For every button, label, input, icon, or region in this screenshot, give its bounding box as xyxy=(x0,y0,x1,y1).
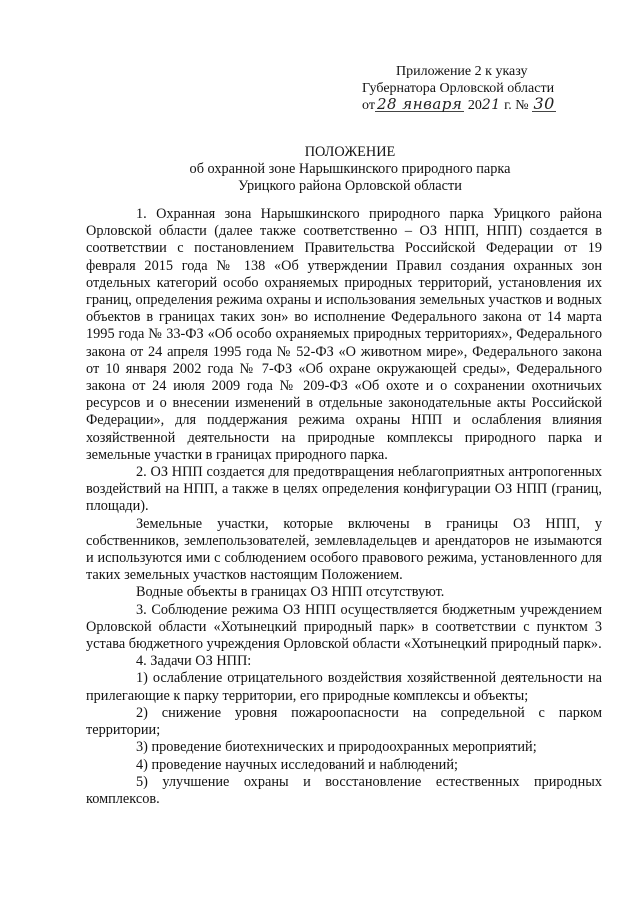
from-label: от xyxy=(362,98,375,113)
handwritten-number: 30 xyxy=(533,94,555,113)
task-item-1: 1) ослабление отрицательного воздействия хозяйственной деятельности на прилегающие к парку территории, его природные комплексы и объекты; xyxy=(86,670,602,704)
year-suffix: г. № xyxy=(504,98,529,113)
year-prefix: 20 xyxy=(467,98,482,113)
paragraph-4-heading: 4. Задачи ОЗ НПП: xyxy=(136,653,252,670)
paragraph-land-plots: Земельные участки, которые включены в границы ОЗ НПП, у собственников, землепользователей, землевладельцев и арендаторов не изымаются и используются ими с соблюдением особого правового режима, установленного для таких земельных участков настоящим Положением. xyxy=(86,515,602,584)
paragraph-water-objects: Водные объекты в границах ОЗ НПП отсутствуют. xyxy=(136,584,445,601)
annex-header xyxy=(362,63,602,114)
document-title xyxy=(60,144,640,195)
annex-line-2: Губернатора Орловской области xyxy=(362,81,555,96)
title-heading: ПОЛОЖЕНИЕ xyxy=(304,144,396,160)
task-item-5: 5) улучшение охраны и восстановление естественных природных комплексов. xyxy=(86,773,602,807)
task-item-2: 2) снижение уровня пожароопасности на сопредельной с парком территории; xyxy=(86,704,602,739)
handwritten-date: 28 января xyxy=(376,95,463,113)
paragraph-1: 1. Охранная зона Нарышкинского природного парка Урицкого района Орловской области (далее также соответственно – ОЗ НПП, НПП) создается в соответствии с постановлением Правительства Российской Федерации от 19 февраля 2015 года № 138 «Об утверждении Правил создания охранных зон отдельных категорий особо охраняемых природных территорий, установления их границ, определения режима охраны и использования земельных участков и водных объектов в границах таких зон» во исполнение Федерального закона от 14 марта 1995 года № 33-ФЗ «Об особо охраняемых природных территориях», Федерального закона от 24 апреля 1995 года № 52-ФЗ «О животном мире», Федерального закона от 10 января 2002 года № 7-ФЗ «Об охране окружающей среды», Федерального закона от 24 июля 2009 года № 209-ФЗ «Об охоте и о сохранении охотничьих ресурсов и о внесении изменений в отдельные законодательные акты Российской Федерации», для поддержания режима охраны НПП и ослабления влияния хозяйственной деятельности на природные комплексы природного парка и земельные участки в границах природного парка. xyxy=(86,206,602,463)
task-item-3: 3) проведение биотехнических и природоохранных мероприятий; xyxy=(136,739,537,756)
annex-line-1: Приложение 2 к указу xyxy=(396,64,528,79)
annex-date-line xyxy=(362,94,602,114)
title-line-3: Урицкого района Орловской области xyxy=(238,178,462,194)
paragraph-3: 3. Соблюдение режима ОЗ НПП осуществляется бюджетным учреждением Орловской области «Хотынецкий природный парк» в соответствии с пунктом 3 устава бюджетного учреждения Орловской области «Хотынецкий природный парк». xyxy=(86,601,602,653)
paragraph-2: 2. ОЗ НПП создается для предотвращения неблагоприятных антропогенных воздействий на НПП, а также в целях определения конфигурации ОЗ НПП (границ, площади). xyxy=(86,464,602,515)
document-body xyxy=(86,206,602,808)
title-line-2: об охранной зоне Нарышкинского природного парка xyxy=(189,161,511,177)
task-item-4: 4) проведение научных исследований и наблюдений; xyxy=(136,756,458,773)
handwritten-year: 21 xyxy=(481,97,501,113)
